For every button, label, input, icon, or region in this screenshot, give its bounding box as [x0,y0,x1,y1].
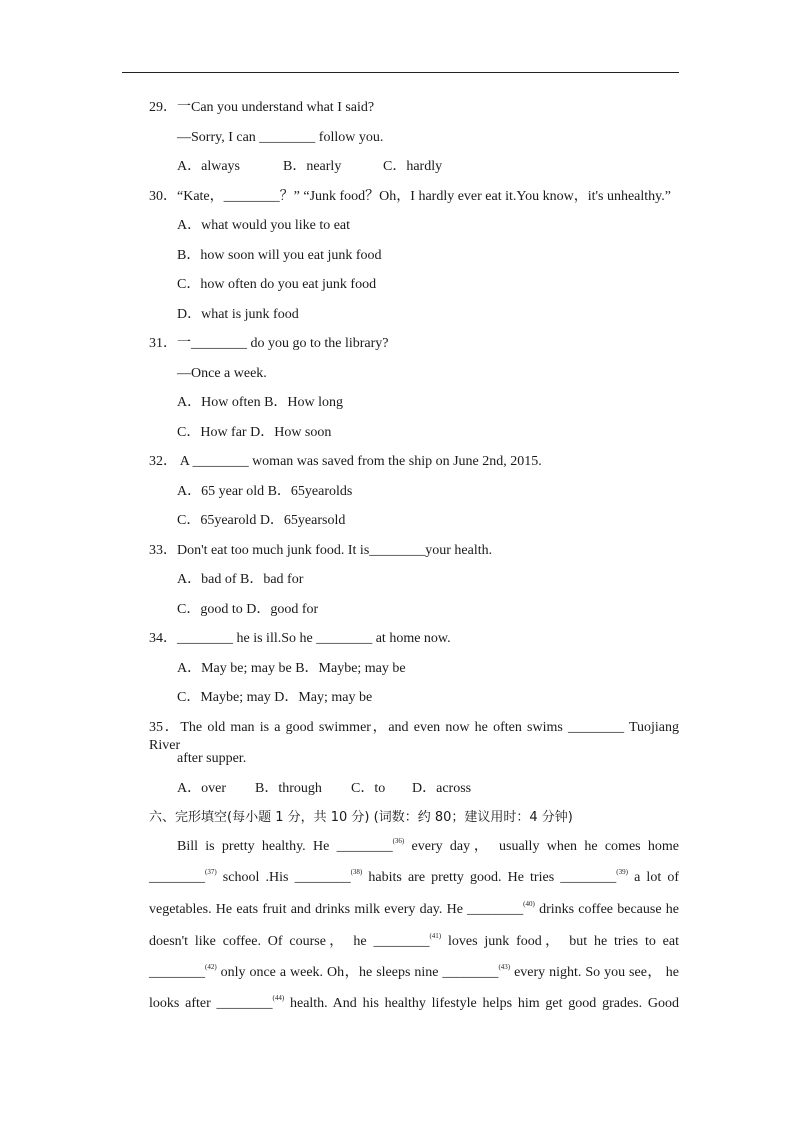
q30-option-d[interactable]: D．what is junk food [177,307,299,322]
q29-reply: —Sorry, I can ________ follow you. [177,130,384,145]
cloze-line-6: looks after ________$^{(44)}$ health. And his healthy lifestyle helps him get good grades. Good [149,994,679,1011]
q29-option-a[interactable]: A．always [177,159,240,174]
blank-38: (38) [350,868,363,876]
q31-stem: 31．一________ do you go to the library? [149,336,389,351]
q33-options-cd[interactable]: C．good to D．good for [177,602,319,617]
q31-options-ab[interactable]: A．How often B．How long [177,395,344,410]
q35-option-d[interactable]: D．across [412,781,472,796]
q31-reply: —Once a week. [177,366,267,381]
q29-option-b[interactable]: B．nearly [283,159,342,174]
q31-options-cd[interactable]: C．How far D．How soon [177,425,332,440]
q34-stem: 34．________ he is ill.So he ________ at home now. [149,631,451,646]
q29-options [177,158,442,176]
q35-stem-continued: after supper. [177,751,247,766]
q30-option-b[interactable]: B．how soon will you eat junk food [177,248,382,263]
blank-44: (44) [272,994,285,1002]
q34-options-cd[interactable]: C．Maybe; may D．May; may be [177,690,373,705]
q35-option-b[interactable]: B．through [255,781,322,796]
blank-41: (41) [429,932,442,940]
cloze-line-5: ________$^{(42)}$ only once a week. Oh，he sleeps nine ________$^{(43)}$ every night. So you see， he [149,963,679,980]
q29-stem: 29．一Can you understand what I said? [149,100,375,115]
q35-options [177,780,471,798]
blank-43: (43) [498,963,511,971]
q29-option-c[interactable]: C．hardly [383,159,443,174]
cloze-line-1: Bill is pretty healthy. He ________$^{(36)}$ every day， usually when he comes home [177,837,680,854]
q32-stem: 32． A ________ woman was saved from the ship on June 2nd, 2015. [149,454,542,469]
blank-42: (42) [205,963,217,971]
cloze-line-3: vegetables. He eats fruit and drinks milk every day. He ________$^{(40)}$ drinks coffee because he [149,900,679,917]
blank-39: (39) [616,868,628,876]
q30-option-c[interactable]: C．how often do you eat junk food [177,277,377,292]
section6-heading: 六、完形填空(每小题 1 分，共 10 分) (词数：约 80；建议用时：4 分钟) [149,810,573,825]
blank-40: (40) [523,900,535,908]
q30-stem: 30．“Kate，________？” “Junk food？Oh，I hardly ever eat it.You know，it's unhealthy.” [149,189,671,204]
q34-options-ab[interactable]: A．May be; may be B．Maybe; may be [177,661,406,676]
blank-36: (36) [392,837,405,845]
q35-stem: 35．The old man is a good swimmer，and even now he often swims ________ Tuojiang River [149,720,679,753]
q33-options-ab[interactable]: A．bad of B．bad for [177,572,304,587]
q30-option-a[interactable]: A．what would you like to eat [177,218,351,233]
cloze-line-2: ________$^{(37)}$ school .His ________$^{(38)}$ habits are pretty good. He tries ________$^{(39)}$ a lot of [149,868,680,885]
cloze-line-4: doesn't like coffee. Of course， he ________$^{(41)}$ loves junk food， but he tries to eat [149,932,679,949]
q35-option-a[interactable]: A．over [177,781,226,796]
q32-options-ab[interactable]: A．65 year old B．65yearolds [177,484,353,499]
q32-options-cd[interactable]: C．65yearold D．65yearsold [177,513,346,528]
q35-option-c[interactable]: C．to [351,781,386,796]
blank-37: (37) [205,868,217,876]
q33-stem: 33．Don't eat too much junk food. It is________your health. [149,543,493,558]
header-rule [122,72,679,73]
